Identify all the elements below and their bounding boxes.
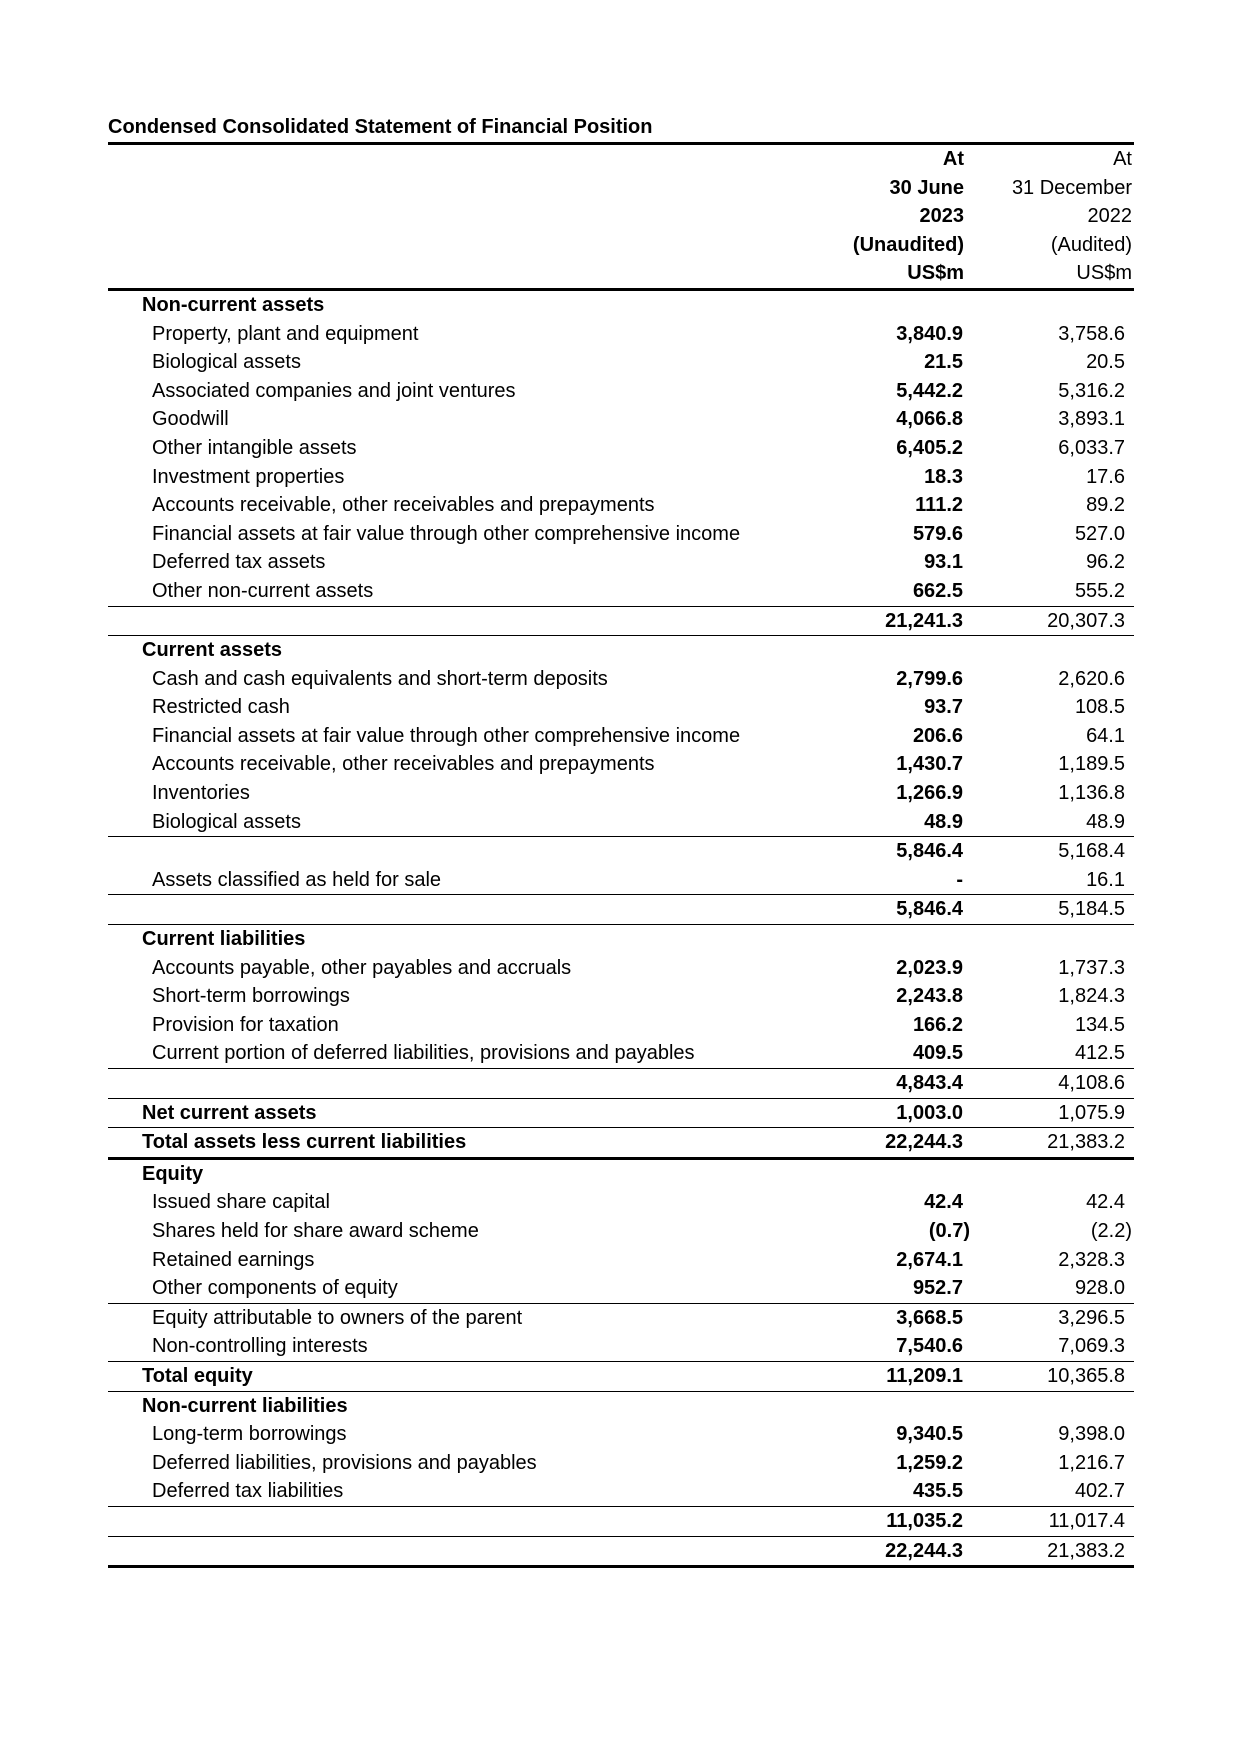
header-col-2023: 2023: [919, 205, 964, 228]
value-2023: 952.7: [912, 1277, 963, 1300]
row-label: Non-current assets: [142, 293, 325, 316]
value-2022: 5,168.4: [1058, 840, 1125, 863]
section-heading: [108, 1392, 1134, 1421]
row-label: Cash and cash equivalents and short-term deposits: [152, 667, 608, 690]
section-heading: [108, 636, 1134, 665]
row-label: Other components of equity: [152, 1277, 398, 1300]
value-2022: 16.1: [1086, 868, 1125, 891]
value-2023: 4,066.8: [896, 408, 963, 431]
value-2023: 1,266.9: [896, 782, 963, 805]
value-2022: 1,136.8: [1058, 782, 1125, 805]
value-2022: 1,189.5: [1058, 753, 1125, 776]
table-row: [108, 1188, 1134, 1217]
value-2022: 3,296.5: [1058, 1306, 1125, 1329]
value-2022: 527.0: [1074, 522, 1125, 545]
row-label: Long-term borrowings: [152, 1423, 347, 1446]
value-2022: (2.2): [1090, 1219, 1132, 1242]
row-label: Provision for taxation: [152, 1013, 339, 1036]
value-2023: 93.1: [924, 551, 963, 574]
row-label: Retained earnings: [152, 1248, 315, 1271]
value-2022: 3,893.1: [1058, 408, 1125, 431]
row-label: Non-controlling interests: [152, 1335, 368, 1358]
value-2023: 11,035.2: [886, 1509, 963, 1532]
value-2022: 2,328.3: [1058, 1248, 1125, 1271]
table-row: [108, 1246, 1134, 1275]
table-row: [108, 1011, 1134, 1040]
value-2022: 928.0: [1074, 1277, 1125, 1300]
value-2023: 21,241.3: [885, 609, 963, 632]
value-2023: 7,540.6: [896, 1335, 963, 1358]
section-heading: [108, 1160, 1134, 1189]
value-2022: 1,075.9: [1058, 1101, 1125, 1124]
value-2023: 22,244.3: [885, 1131, 963, 1154]
subtotal-row: [108, 894, 1134, 925]
header-col-2022: At: [1113, 148, 1132, 170]
subtotal-row: [108, 1537, 1134, 1569]
row-label: Shares held for share award scheme: [152, 1219, 479, 1242]
value-2023: 5,846.4: [896, 898, 963, 921]
value-2023: 9,340.5: [896, 1423, 963, 1446]
table-row: [108, 1217, 1134, 1246]
row-label: Deferred liabilities, provisions and payables: [152, 1451, 537, 1474]
table-row: [108, 1304, 1134, 1333]
table-row: [108, 954, 1134, 983]
table-row: [108, 982, 1134, 1011]
value-2022: 4,108.6: [1058, 1072, 1125, 1094]
table-row: [108, 866, 1134, 895]
value-2022: 21,383.2: [1047, 1539, 1125, 1562]
value-2022: 9,398.0: [1058, 1423, 1125, 1446]
header-col-2023: US$m: [907, 262, 964, 285]
table-row: [108, 520, 1134, 549]
value-2023: 6,405.2: [896, 436, 963, 459]
header-line: [108, 174, 1134, 203]
row-label: Equity attributable to owners of the parent: [152, 1306, 523, 1329]
value-2022: 134.5: [1074, 1013, 1125, 1036]
row-label: Investment properties: [152, 465, 345, 488]
table-row: [108, 722, 1134, 751]
value-2022: 21,383.2: [1047, 1131, 1125, 1154]
row-label: Non-current liabilities: [142, 1394, 348, 1417]
header-line: [108, 231, 1134, 260]
value-2022: 2,620.6: [1058, 667, 1125, 690]
value-2022: 555.2: [1074, 579, 1125, 602]
row-label: Issued share capital: [152, 1191, 330, 1214]
header-col-2023: 30 June: [889, 176, 964, 199]
value-2022: 7,069.3: [1058, 1335, 1125, 1358]
row-label: Restricted cash: [152, 696, 290, 719]
table-row: [108, 491, 1134, 520]
value-2023: 22,244.3: [885, 1539, 963, 1562]
table-row: [108, 377, 1134, 406]
value-2022: 10,365.8: [1047, 1364, 1125, 1387]
financial-statement: [108, 112, 1134, 1568]
row-label: Current liabilities: [142, 928, 306, 951]
table-row: [108, 1332, 1134, 1362]
table-row: [108, 1128, 1134, 1160]
row-label: Financial assets at fair value through other comprehensive income: [152, 724, 741, 747]
table-row: [108, 665, 1134, 694]
value-2023: 5,442.2: [896, 379, 963, 402]
value-2023: 2,674.1: [896, 1248, 963, 1271]
value-2023: 2,243.8: [896, 985, 963, 1008]
row-label: Net current assets: [142, 1101, 317, 1124]
value-2023: 2,023.9: [896, 956, 963, 979]
table-row: [108, 1420, 1134, 1449]
header-col-2022: 31 December: [1011, 176, 1132, 199]
table-row: [108, 1477, 1134, 1507]
value-2022: 20,307.3: [1047, 609, 1125, 632]
value-2023: 1,003.0: [896, 1101, 963, 1124]
row-label: Other non-current assets: [152, 579, 374, 602]
value-2023: 111.2: [915, 494, 963, 517]
row-label: Short-term borrowings: [152, 985, 350, 1008]
value-2022: 402.7: [1074, 1480, 1125, 1503]
section-heading: [108, 291, 1134, 320]
row-label: Deferred tax liabilities: [152, 1480, 344, 1503]
value-2023: 3,668.5: [896, 1306, 963, 1329]
value-2022: 3,758.6: [1058, 322, 1125, 345]
row-label: Biological assets: [152, 351, 301, 374]
value-2023: 435.5: [912, 1480, 963, 1503]
value-2023: 48.9: [924, 810, 963, 833]
row-label: Other intangible assets: [152, 436, 357, 459]
column-header: [108, 145, 1134, 288]
value-2023: 166.2: [912, 1013, 963, 1036]
table-row: [108, 348, 1134, 377]
header-col-2022: (Audited): [1050, 233, 1132, 256]
header-line: [108, 202, 1134, 231]
row-label: Accounts receivable, other receivables and prepayments: [152, 494, 655, 517]
row-label: Total equity: [142, 1364, 253, 1387]
value-2022: 1,216.7: [1058, 1451, 1125, 1474]
value-2022: 20.5: [1086, 351, 1125, 374]
statement-title: Condensed Consolidated Statement of Financial Position: [108, 116, 653, 138]
row-label: Biological assets: [152, 810, 301, 833]
table-row: [108, 1449, 1134, 1478]
statement-body: [108, 291, 1134, 1568]
table-row: [108, 320, 1134, 349]
value-2023: 409.5: [912, 1042, 963, 1065]
value-2023: 2,799.6: [896, 667, 963, 690]
value-2022: 5,184.5: [1058, 898, 1125, 921]
table-row: [108, 808, 1134, 837]
value-2023: 93.7: [924, 696, 963, 719]
table-row: [108, 434, 1134, 463]
row-label: Total assets less current liabilities: [142, 1131, 467, 1154]
value-2022: 96.2: [1086, 551, 1125, 574]
table-row: [108, 750, 1134, 779]
value-2022: 108.5: [1074, 696, 1125, 719]
row-label: Accounts payable, other payables and accruals: [152, 956, 572, 979]
value-2022: 11,017.4: [1048, 1509, 1125, 1532]
value-2023: -: [956, 868, 963, 891]
value-2022: 6,033.7: [1058, 436, 1125, 459]
value-2022: 42.4: [1086, 1191, 1125, 1214]
value-2023: (0.7): [928, 1219, 970, 1242]
value-2023: 206.6: [912, 724, 963, 747]
table-row: [108, 1039, 1134, 1068]
row-label: Assets classified as held for sale: [152, 868, 442, 891]
subtotal-row: [108, 1068, 1134, 1099]
table-row: [108, 779, 1134, 808]
subtotal-row: [108, 606, 1134, 637]
value-2022: 1,737.3: [1058, 956, 1125, 979]
header-col-2022: 2022: [1087, 205, 1132, 228]
subtotal-row: [108, 836, 1134, 866]
table-row: [108, 693, 1134, 722]
subtotal-row: [108, 1507, 1134, 1537]
value-2022: 1,824.3: [1058, 985, 1125, 1008]
value-2023: 4,843.4: [896, 1072, 963, 1094]
table-row: [108, 463, 1134, 492]
header-line: [108, 145, 1134, 174]
row-label: Goodwill: [152, 408, 229, 431]
table-row: [108, 405, 1134, 434]
row-label: Inventories: [152, 782, 250, 805]
header-col-2023: (Unaudited): [852, 233, 964, 256]
row-label: Property, plant and equipment: [152, 322, 419, 345]
table-row: [108, 577, 1134, 606]
row-label: Associated companies and joint ventures: [152, 379, 516, 402]
row-label: Current portion of deferred liabilities, provisions and payables: [152, 1042, 695, 1065]
row-label: Current assets: [142, 639, 283, 662]
header-col-2023: At: [942, 148, 964, 170]
value-2022: 64.1: [1086, 724, 1125, 747]
row-label: Equity: [142, 1162, 204, 1185]
header-line: [108, 259, 1134, 288]
row-label: Financial assets at fair value through other comprehensive income: [152, 522, 741, 545]
value-2022: 89.2: [1086, 494, 1125, 517]
value-2023: 21.5: [924, 351, 963, 374]
value-2023: 662.5: [912, 579, 963, 602]
value-2022: 48.9: [1086, 810, 1125, 833]
value-2023: 1,259.2: [896, 1451, 963, 1474]
value-2023: 5,846.4: [896, 840, 963, 863]
value-2022: 17.6: [1086, 465, 1125, 488]
value-2023: 579.6: [912, 522, 963, 545]
table-row: [108, 1362, 1134, 1392]
row-label: Accounts receivable, other receivables and prepayments: [152, 753, 655, 776]
row-label: Deferred tax assets: [152, 551, 326, 574]
table-row: [108, 1099, 1134, 1129]
section-heading: [108, 925, 1134, 954]
value-2023: 18.3: [924, 465, 963, 488]
value-2023: 11,209.1: [886, 1364, 963, 1387]
header-col-2022: US$m: [1076, 262, 1132, 285]
value-2023: 42.4: [924, 1191, 963, 1214]
value-2022: 412.5: [1074, 1042, 1125, 1065]
value-2023: 3,840.9: [896, 322, 963, 345]
value-2022: 5,316.2: [1058, 379, 1125, 402]
table-row: [108, 1274, 1134, 1304]
value-2023: 1,430.7: [896, 753, 963, 776]
table-row: [108, 548, 1134, 577]
